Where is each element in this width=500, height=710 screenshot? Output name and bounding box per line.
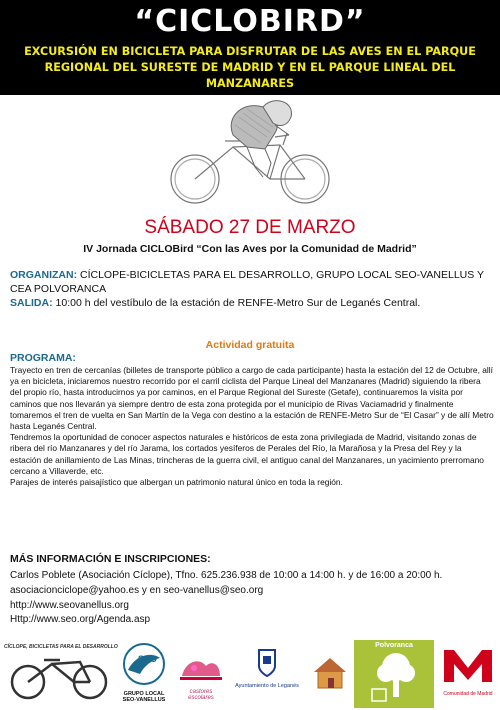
organizan-section — [10, 269, 494, 296]
leganes-shield-icon — [232, 648, 302, 678]
programa-paragraph: Parajes de interés paisajístico que albergan un patrimonio natural único en toda la región. — [10, 477, 343, 488]
comunidad-madrid-logo — [440, 646, 496, 706]
page-title: “CICLOBIRD” — [134, 4, 366, 39]
ciclope-logo-text: CÍCLOPE, BICICLETAS PARA EL DESARROLLO — [4, 644, 118, 650]
header-banner — [0, 0, 500, 95]
contact-email[interactable]: asociacionciclope@yahoo.es y en seo-vanellus@seo.org — [10, 584, 264, 596]
tree-icon — [354, 649, 434, 705]
polvoranca-logo — [354, 640, 434, 708]
leganes-logo — [232, 648, 302, 704]
page-subtitle: EXCURSIÓN EN BICICLETA PARA DISFRUTAR DE LAS AVES EN EL PARQUE REGIONAL DEL SURESTE DE MADRID Y EN EL PARQUE LINEAL DEL MANZANARES — [24, 45, 476, 90]
ciclope-logo — [4, 644, 118, 706]
seo-vanellus-logo — [118, 642, 170, 706]
event-date: SÁBADO 27 DE MARZO — [144, 217, 356, 238]
cyclist-illustration — [155, 97, 350, 209]
seo-logo-line2: SEO-VANELLUS — [122, 697, 166, 703]
contact-phone: Carlos Poblete (Asociación Cíclope), Tfno. 625.236.938 de 10:00 a 14:00 h. y de 16:00 a 20:00 h. — [10, 570, 443, 581]
castores-icon — [176, 654, 226, 684]
madrid-m-icon — [440, 646, 496, 686]
castores-text: castores escolares — [188, 689, 214, 701]
svg-text:SEO: SEO — [138, 654, 158, 664]
madrid-text: Comunidad de Madrid — [443, 691, 493, 697]
seo-logo-line1: GRUPO LOCAL — [123, 691, 165, 697]
seo-bird-icon — [118, 642, 170, 686]
polvoranca-text: Polvoranca — [375, 642, 413, 649]
hogares-logo — [310, 654, 350, 698]
salida-section — [10, 297, 494, 311]
event-jornada: IV Jornada CICLOBird “Con las Aves por la Comunidad de Madrid” — [83, 243, 417, 255]
salida-text: 10:00 h del vestíbulo de la estación de RENFE-Metro Sur de Leganés Central. — [52, 297, 421, 309]
organizan-text: CÍCLOPE-BICICLETAS PARA EL DESARROLLO, GRUPO LOCAL SEO-VANELLUS Y CEA POLVORANCA — [10, 269, 484, 295]
programa-text — [10, 365, 494, 488]
programa-paragraph: Tendremos la oportunidad de conocer aspectos naturales e históricos de esta zona privilegiada de Madrid, visitando zonas de ribera del río Manzanares y del río Jarama, los cortados yesíferos de Perales del Río, la Marañosa y la Presa del Rey y la estación de anillamiento de Las Minas, trincheras de la guerra civil, el antiguo canal del Manzanares, un yacimiento prerromano cercano a Villaverde, etc. — [10, 432, 484, 476]
programa-paragraph: Trayecto en tren de cercanías (billetes de transporte público a cargo de cada participante) hasta la estación del 12 de Octubre, allí ya en bicicleta, iniciaremos nuestro recorrido por el carril ciclista del Parque Lineal del Manzanares (Madrid) siguiendo la ribera del propio río, hasta introducirnos ya por caminos, en el Parque Regional del Sureste (Getafe), continuaremos la visita por caminos que nos llevarán ya siempre dentro de esta zona protegida por el municipio de Rivas Vaciamadrid y finalmente tomaremos el tren de vuelta en San Martín de la Vega con destino a la estación de RENFE-Metro Sur de “El Casar” y de allí Metro hasta Leganés Central. — [10, 365, 494, 432]
house-icon — [310, 654, 350, 698]
leganes-text: Ayuntamiento de Leganés — [235, 683, 299, 689]
link-seovanellus[interactable]: http://www.seovanellus.org — [10, 599, 129, 611]
free-activity-label: Actividad gratuita — [205, 339, 295, 351]
salida-label: SALIDA: — [10, 297, 53, 309]
bicycle-icon — [4, 650, 114, 702]
sponsor-logos — [0, 640, 500, 708]
link-seo-agenda[interactable]: Http://www.seo.org/Agenda.asp — [10, 614, 151, 626]
organizan-label: ORGANIZAN: — [10, 269, 78, 281]
castores-logo — [176, 654, 226, 704]
contact-info — [10, 569, 494, 628]
info-title: MÁS INFORMACIÓN E INSCRIPCIONES: — [10, 553, 211, 565]
programa-title: PROGRAMA: — [10, 352, 76, 364]
